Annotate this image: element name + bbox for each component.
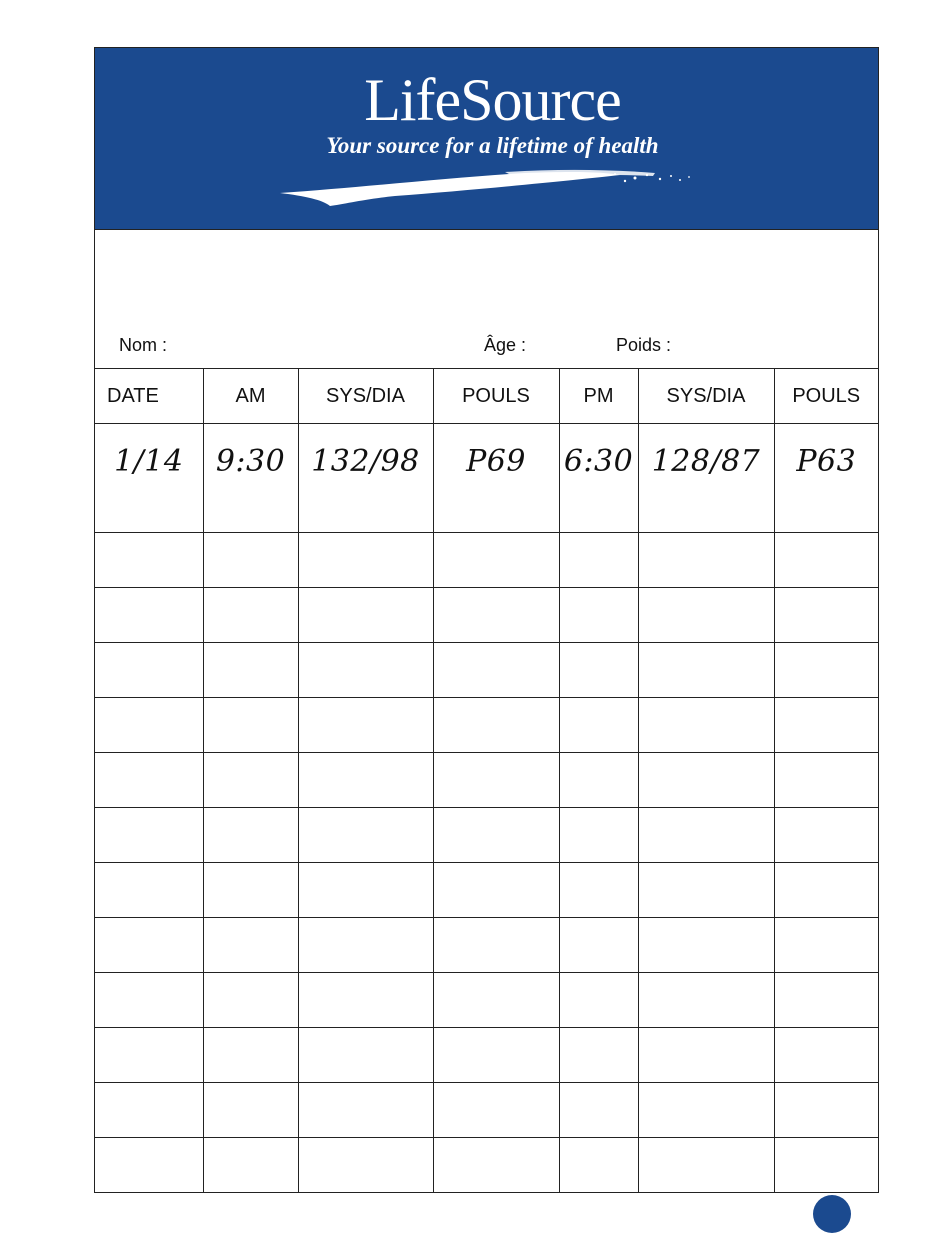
- table-cell[interactable]: [298, 698, 433, 753]
- brush-swoosh-icon: [275, 166, 705, 216]
- table-cell[interactable]: [298, 753, 433, 808]
- table-row: [95, 643, 878, 698]
- table-cell[interactable]: [433, 808, 559, 863]
- table-cell[interactable]: [433, 863, 559, 918]
- table-cell[interactable]: [774, 588, 878, 643]
- table-cell[interactable]: [433, 643, 559, 698]
- table-row: [95, 588, 878, 643]
- table-cell[interactable]: [203, 698, 298, 753]
- age-label: Âge :: [484, 335, 527, 355]
- table-cell[interactable]: [203, 533, 298, 588]
- table-cell[interactable]: [638, 808, 774, 863]
- pm-time-cell[interactable]: [559, 424, 638, 533]
- am-pulse-cell[interactable]: [433, 424, 559, 533]
- table-cell[interactable]: [638, 863, 774, 918]
- table-cell[interactable]: [95, 643, 203, 698]
- weight-label: Poids :: [616, 335, 672, 355]
- column-header-pm: PM: [559, 369, 638, 424]
- table-cell[interactable]: [203, 1138, 298, 1193]
- table-cell[interactable]: [638, 588, 774, 643]
- table-cell[interactable]: [95, 698, 203, 753]
- table-cell[interactable]: [559, 918, 638, 973]
- table-cell[interactable]: [638, 1028, 774, 1083]
- table-cell[interactable]: [774, 973, 878, 1028]
- table-cell[interactable]: [774, 698, 878, 753]
- table-cell[interactable]: [638, 1138, 774, 1193]
- table-cell[interactable]: [95, 753, 203, 808]
- table-cell[interactable]: [559, 698, 638, 753]
- blood-pressure-log-card: [94, 47, 879, 1193]
- table-cell[interactable]: [638, 973, 774, 1028]
- table-cell[interactable]: [559, 643, 638, 698]
- table-cell[interactable]: [203, 808, 298, 863]
- table-cell[interactable]: [433, 588, 559, 643]
- table-row: [95, 1138, 878, 1193]
- table-cell[interactable]: [298, 973, 433, 1028]
- table-cell[interactable]: [774, 863, 878, 918]
- table-cell[interactable]: [203, 753, 298, 808]
- table-row: [95, 698, 878, 753]
- table-row: [95, 424, 878, 533]
- table-cell[interactable]: [559, 973, 638, 1028]
- table-cell[interactable]: [203, 1083, 298, 1138]
- table-row: [95, 918, 878, 973]
- table-row: [95, 533, 878, 588]
- table-cell[interactable]: [298, 808, 433, 863]
- blank-rows: [95, 533, 878, 1193]
- column-header-date: DATE: [95, 369, 203, 424]
- table-cell[interactable]: [638, 753, 774, 808]
- handwritten-pm-time: 6:30: [563, 444, 634, 479]
- table-cell[interactable]: [298, 1083, 433, 1138]
- date-cell[interactable]: [95, 424, 203, 533]
- brand-banner: [95, 48, 878, 229]
- table-cell[interactable]: [95, 1028, 203, 1083]
- table-cell[interactable]: [559, 1028, 638, 1083]
- handwritten-date: 1/14: [114, 444, 184, 479]
- table-cell[interactable]: [203, 643, 298, 698]
- pm-sys-dia-cell[interactable]: [638, 424, 774, 533]
- table-cell[interactable]: [433, 1083, 559, 1138]
- column-header-am-sys-dia: SYS/DIA: [298, 369, 433, 424]
- table-cell[interactable]: [203, 1028, 298, 1083]
- handwritten-am-sys-dia: 132/98: [311, 444, 420, 479]
- table-cell[interactable]: [559, 753, 638, 808]
- table-cell[interactable]: [95, 973, 203, 1028]
- table-cell[interactable]: [298, 918, 433, 973]
- table-row: [95, 1028, 878, 1083]
- table-cell[interactable]: [433, 973, 559, 1028]
- table-cell[interactable]: [298, 863, 433, 918]
- table-cell[interactable]: [95, 533, 203, 588]
- table-cell[interactable]: [203, 918, 298, 973]
- brand-logo-name: LifeSource: [364, 67, 621, 133]
- table-row: [95, 863, 878, 918]
- table-cell[interactable]: [203, 588, 298, 643]
- table-cell[interactable]: [203, 863, 298, 918]
- table-cell[interactable]: [298, 588, 433, 643]
- table-cell[interactable]: [298, 1028, 433, 1083]
- table-cell[interactable]: [433, 1138, 559, 1193]
- name-label: Nom :: [119, 335, 168, 355]
- table-cell[interactable]: [774, 643, 878, 698]
- table-row: [95, 753, 878, 808]
- handwritten-pm-sys-dia: 128/87: [651, 444, 761, 479]
- table-cell[interactable]: [638, 643, 774, 698]
- table-cell[interactable]: [559, 1138, 638, 1193]
- table-cell[interactable]: [774, 753, 878, 808]
- table-cell[interactable]: [95, 863, 203, 918]
- table-cell[interactable]: [433, 1028, 559, 1083]
- table-cell[interactable]: [298, 643, 433, 698]
- table-cell[interactable]: [433, 753, 559, 808]
- table-cell[interactable]: [95, 1083, 203, 1138]
- table-row: [95, 973, 878, 1028]
- table-cell[interactable]: [95, 808, 203, 863]
- column-header-am: AM: [203, 369, 298, 424]
- table-cell[interactable]: [638, 533, 774, 588]
- am-time-cell[interactable]: [203, 424, 298, 533]
- table-cell[interactable]: [95, 588, 203, 643]
- column-header-pm-sys-dia: SYS/DIA: [638, 369, 774, 424]
- handwritten-am-pulse: P69: [466, 444, 526, 479]
- table-cell[interactable]: [559, 808, 638, 863]
- page-marker-dot: [813, 1195, 851, 1233]
- table-row: [95, 1083, 878, 1138]
- blood-pressure-table: [95, 368, 878, 1192]
- handwritten-pm-pulse: P63: [796, 444, 857, 479]
- table-cell[interactable]: [95, 1138, 203, 1193]
- table-cell[interactable]: [774, 1083, 878, 1138]
- table-header-row: [95, 369, 878, 424]
- table-cell[interactable]: [95, 918, 203, 973]
- column-header-am-pulse: POULS: [433, 369, 559, 424]
- am-sys-dia-cell[interactable]: [298, 424, 433, 533]
- table-cell[interactable]: [638, 698, 774, 753]
- column-header-pm-pulse: POULS: [774, 369, 878, 424]
- table-row: [95, 808, 878, 863]
- table-cell[interactable]: [298, 533, 433, 588]
- table-cell[interactable]: [774, 533, 878, 588]
- table-cell[interactable]: [433, 533, 559, 588]
- table-cell[interactable]: [298, 1138, 433, 1193]
- table-cell[interactable]: [638, 918, 774, 973]
- table-cell[interactable]: [774, 918, 878, 973]
- table-cell[interactable]: [559, 533, 638, 588]
- pm-pulse-cell[interactable]: [774, 424, 878, 533]
- brand-tagline: Your source for a lifetime of health: [326, 133, 659, 158]
- table-cell[interactable]: [774, 1138, 878, 1193]
- table-cell[interactable]: [774, 1028, 878, 1083]
- table-cell[interactable]: [559, 588, 638, 643]
- table-cell[interactable]: [559, 1083, 638, 1138]
- patient-info-section: [95, 229, 878, 368]
- table-cell[interactable]: [203, 973, 298, 1028]
- table-cell[interactable]: [559, 863, 638, 918]
- table-cell[interactable]: [433, 698, 559, 753]
- table-cell[interactable]: [433, 918, 559, 973]
- handwritten-am-time: 9:30: [215, 444, 286, 479]
- table-cell[interactable]: [638, 1083, 774, 1138]
- table-cell[interactable]: [774, 808, 878, 863]
